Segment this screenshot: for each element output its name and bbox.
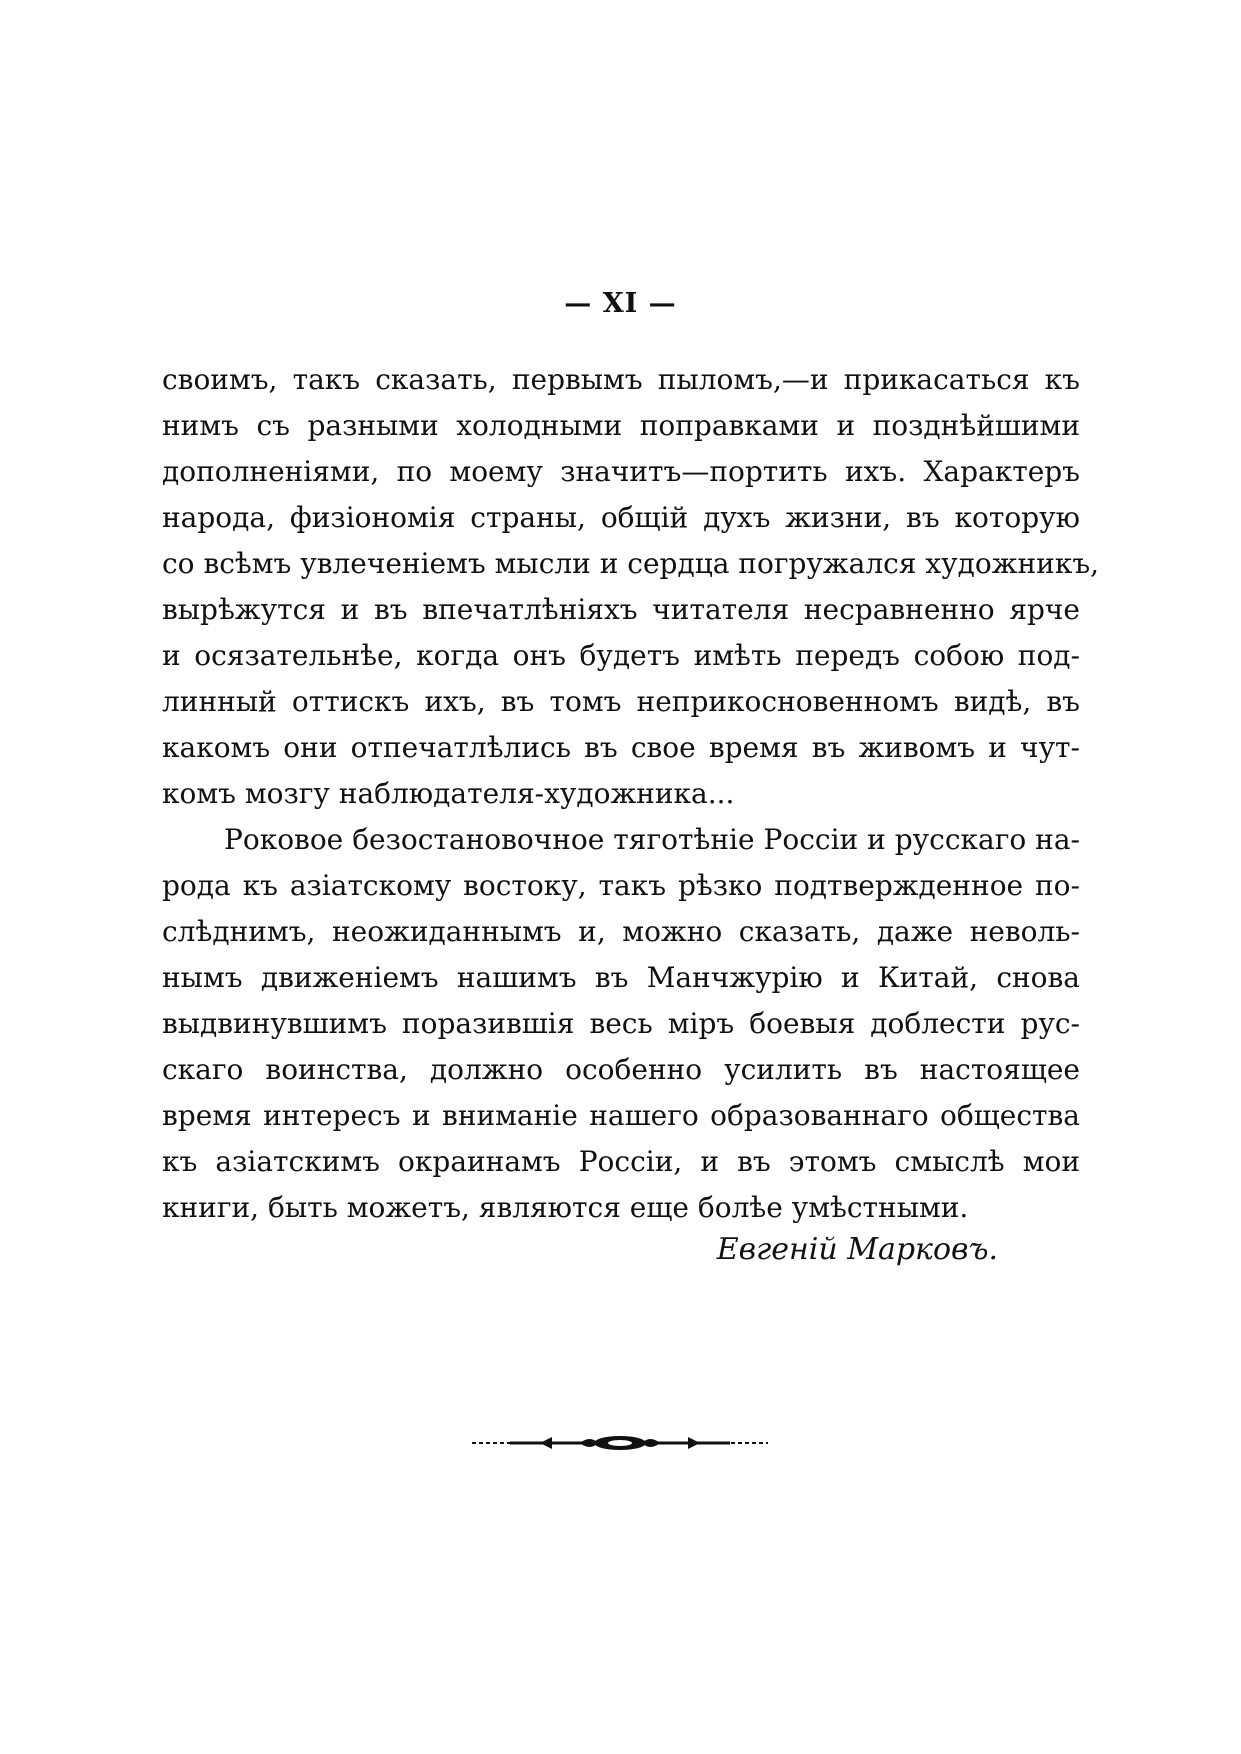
text-line: линный оттискъ ихъ, въ томъ неприкосновенномъ видѣ, въ: [162, 685, 1080, 718]
text-line: нымъ движеніемъ нашимъ въ Манчжурію и Китай, снова: [162, 961, 1080, 994]
author-signature: Евгеній Марковъ.: [716, 1232, 998, 1267]
text-line: рода къ азіатскому востоку, такъ рѣзко подтвержденное по-: [162, 869, 1080, 902]
text-line: своимъ, такъ сказать, первымъ пыломъ,—и прикасаться къ: [162, 363, 1080, 396]
text-line: дополненіями, по моему значитъ—портить ихъ. Характеръ: [162, 455, 1080, 488]
text-line: и осязательнѣе, когда онъ будетъ имѣть передъ собою под-: [162, 639, 1080, 672]
text-line: къ азіатскимъ окраинамъ Россіи, и въ этомъ смыслѣ мои: [162, 1145, 1080, 1178]
text-line: слѣднимъ, неожиданнымъ и, можно сказать, даже неволь-: [162, 915, 1080, 948]
decorative-rule-ornament-icon: [470, 1428, 770, 1458]
text-line: время интересъ и вниманіе нашего образованнаго общества: [162, 1099, 1080, 1132]
body-text: [162, 357, 1100, 1231]
text-line: какомъ они отпечатлѣлись въ свое время въ живомъ и чут-: [162, 731, 1080, 764]
paragraph-second: [162, 817, 1080, 1231]
text-line: комъ мозгу наблюдателя-художника...: [162, 777, 735, 810]
text-line: Роковое безостановочное тяготѣніе Россіи и русскаго на-: [224, 823, 1080, 856]
text-line: нимъ съ разными холодными поправками и позднѣйшими: [162, 409, 1080, 442]
paragraph-continuation: [162, 357, 1100, 817]
text-line: выдвинувшимъ поразившія весь міръ боевыя доблести рус-: [162, 1007, 1080, 1040]
page-number: — XI —: [564, 288, 677, 319]
text-line: книги, быть можетъ, являются еще болѣе умѣстными.: [162, 1191, 969, 1224]
text-line: скаго воинства, должно особенно усилить въ настоящее: [162, 1053, 1080, 1086]
text-line: народа, физіономія страны, общій духъ жизни, въ которую: [162, 501, 1080, 534]
text-line: вырѣжутся и въ впечатлѣніяхъ читателя несравненно ярче: [162, 593, 1080, 626]
text-line: со всѣмъ увлеченіемъ мысли и сердца погружался художникъ,: [162, 547, 1100, 580]
